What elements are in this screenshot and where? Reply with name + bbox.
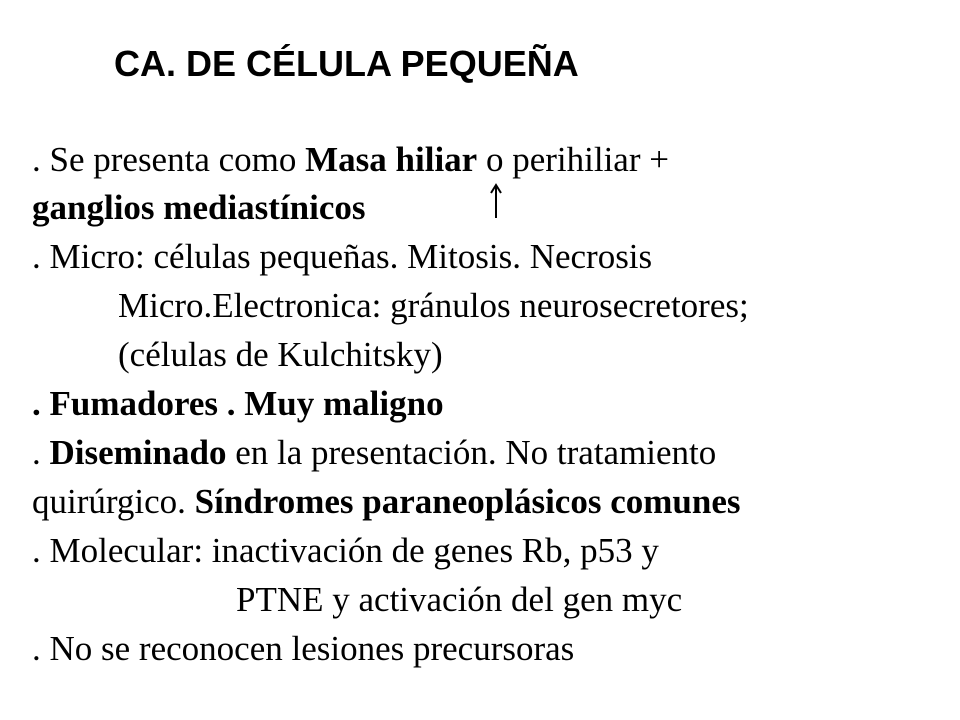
text-line-3: . Micro: células pequeñas. Mitosis. Necrosis xyxy=(32,237,653,276)
text-line-11: . No se reconocen lesiones precursoras xyxy=(32,629,575,668)
text-segment: o perihiliar + xyxy=(477,140,669,179)
text-line-9: . Molecular: inactivación de genes Rb, p53 y xyxy=(32,531,659,570)
bold-text: Síndromes paraneoplásicos comunes xyxy=(194,482,741,521)
text-line-10: PTNE y activación del gen myc xyxy=(236,580,683,619)
text-segment: . Se presenta como xyxy=(32,140,306,179)
text-line-2 xyxy=(32,184,366,232)
text-line-8 xyxy=(32,478,740,526)
text-line-5: (células de Kulchitsky) xyxy=(118,335,443,374)
text-segment: . xyxy=(32,433,50,472)
bold-text: Diseminado xyxy=(49,433,227,472)
slide-title: CA. DE CÉLULA PEQUEÑA xyxy=(114,43,579,84)
bold-text: ganglios mediastínicos xyxy=(32,188,366,227)
text-line-4: Micro.Electronica: gránulos neurosecretores; xyxy=(118,286,749,325)
arrow-up-icon xyxy=(487,183,505,219)
text-line-6: . Fumadores . Muy maligno xyxy=(32,384,444,423)
text-line-7 xyxy=(32,429,716,477)
text-segment: en la presentación. No tratamiento xyxy=(226,433,717,472)
text-segment: quirúrgico. xyxy=(32,482,195,521)
bold-text: Masa hiliar xyxy=(305,140,478,179)
text-line-1 xyxy=(32,136,669,184)
